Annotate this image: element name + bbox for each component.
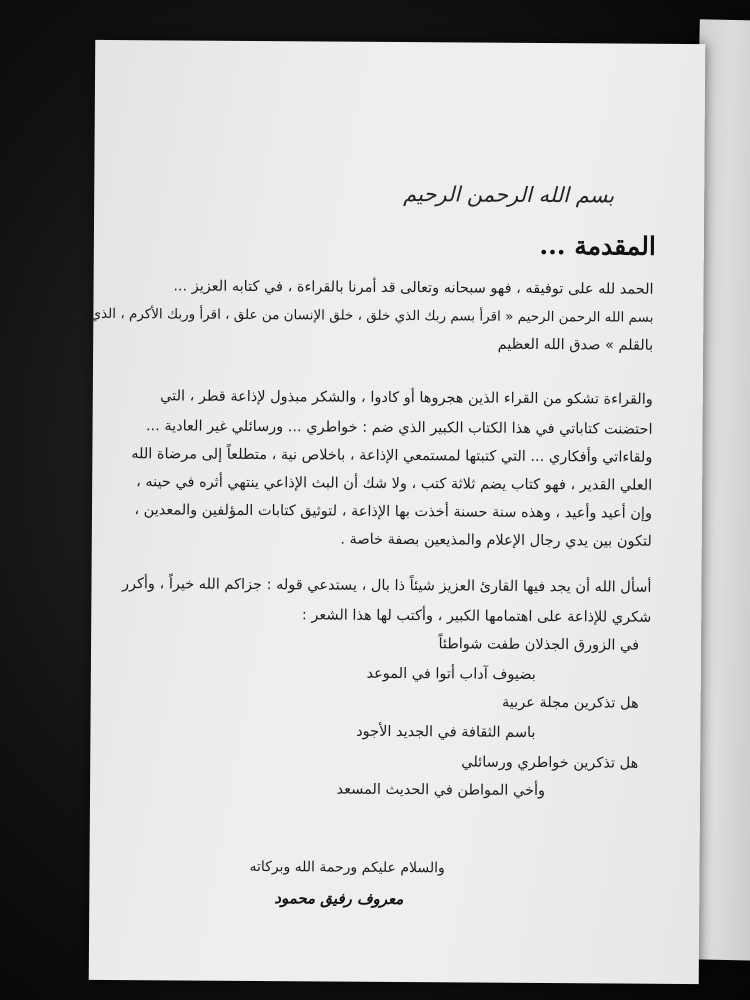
page-heading: المقدمة ... [539, 230, 656, 261]
poem-line: بضيوف آداب أتوا في الموعد [366, 665, 536, 683]
paragraph1-line: الحمد لله على توفيقه ، فهو سبحانه وتعالى قد أمرنا بالقراءة ، في كتابه العزيز ... [173, 278, 654, 298]
paragraph2-line: وإن أعيد وأعيد ، وهذه سنة حسنة أخذت بها الإذاعة ، لتوثيق كتابات المؤلفين والمعدين ، [134, 502, 653, 522]
paragraph2-line: والقراءة تشكو من القراء الذين هجروها أو كادوا ، والشكر مبذول لإذاعة قطر ، التي [160, 388, 653, 408]
paragraph2-line: لتكون بين يدي رجال الإعلام والمذيعين بصفة خاصة . [340, 531, 652, 550]
poem-line: هل تذكرين خواطري ورسائلي [461, 754, 639, 772]
poem-line: هل تذكرين مجلة عربية [501, 694, 639, 712]
paragraph2-line: احتضنت كتاباتي في هذا الكتاب الكبير الذي ضم : خواطري ... ورسائلي غير العادية ... [145, 418, 653, 438]
book-page [64, 40, 706, 984]
poem-line: في الزورق الجذلان طفت شواطئاً [438, 636, 640, 654]
paragraph3-line: شكري للإذاعة على اهتمامها الكبير ، وأكتب لها هذا الشعر : [301, 607, 652, 626]
closing-greeting: والسلام عليكم ورحمة الله وبركاته [249, 858, 445, 877]
paragraph2-line: ولقاءاتي وأفكاري ... التي كتبتها لمستمعي الإذاعة ، باخلاص نية ، متطلعاً إلى مرضاة الله [131, 446, 653, 466]
basmala-calligraphy: بسم الله الرحمن الرحيم [403, 182, 615, 208]
poem-line: وأخي المواطن في الحديث المسعد [336, 781, 546, 800]
poem-line: باسم الثقافة في الجديد الأجود [356, 723, 536, 741]
paragraph2-line: العلي القدير ، فهو كتاب يضم ثلاثة كتب ، ولا شك أن البث الإذاعي ينتهي أثره في حينه ، [136, 474, 653, 494]
paragraph1-line: بسم الله الرحمن الرحيم « اقرأ بسم ربك الذي خلق ، خلق الإنسان من علق ، اقرأ وربك الأكرم ، الذي علم [64, 305, 654, 326]
paragraph1-line: بالقلم » صدق الله العظيم [497, 336, 654, 354]
paragraph3-line: أسأل الله أن يجد فيها القارئ العزيز شيئاً ذا بال ، يستدعي قوله : جزاكم الله خيراً ، وأكرر [121, 576, 652, 596]
author-signature: معروف رفيق محمود [274, 889, 404, 909]
